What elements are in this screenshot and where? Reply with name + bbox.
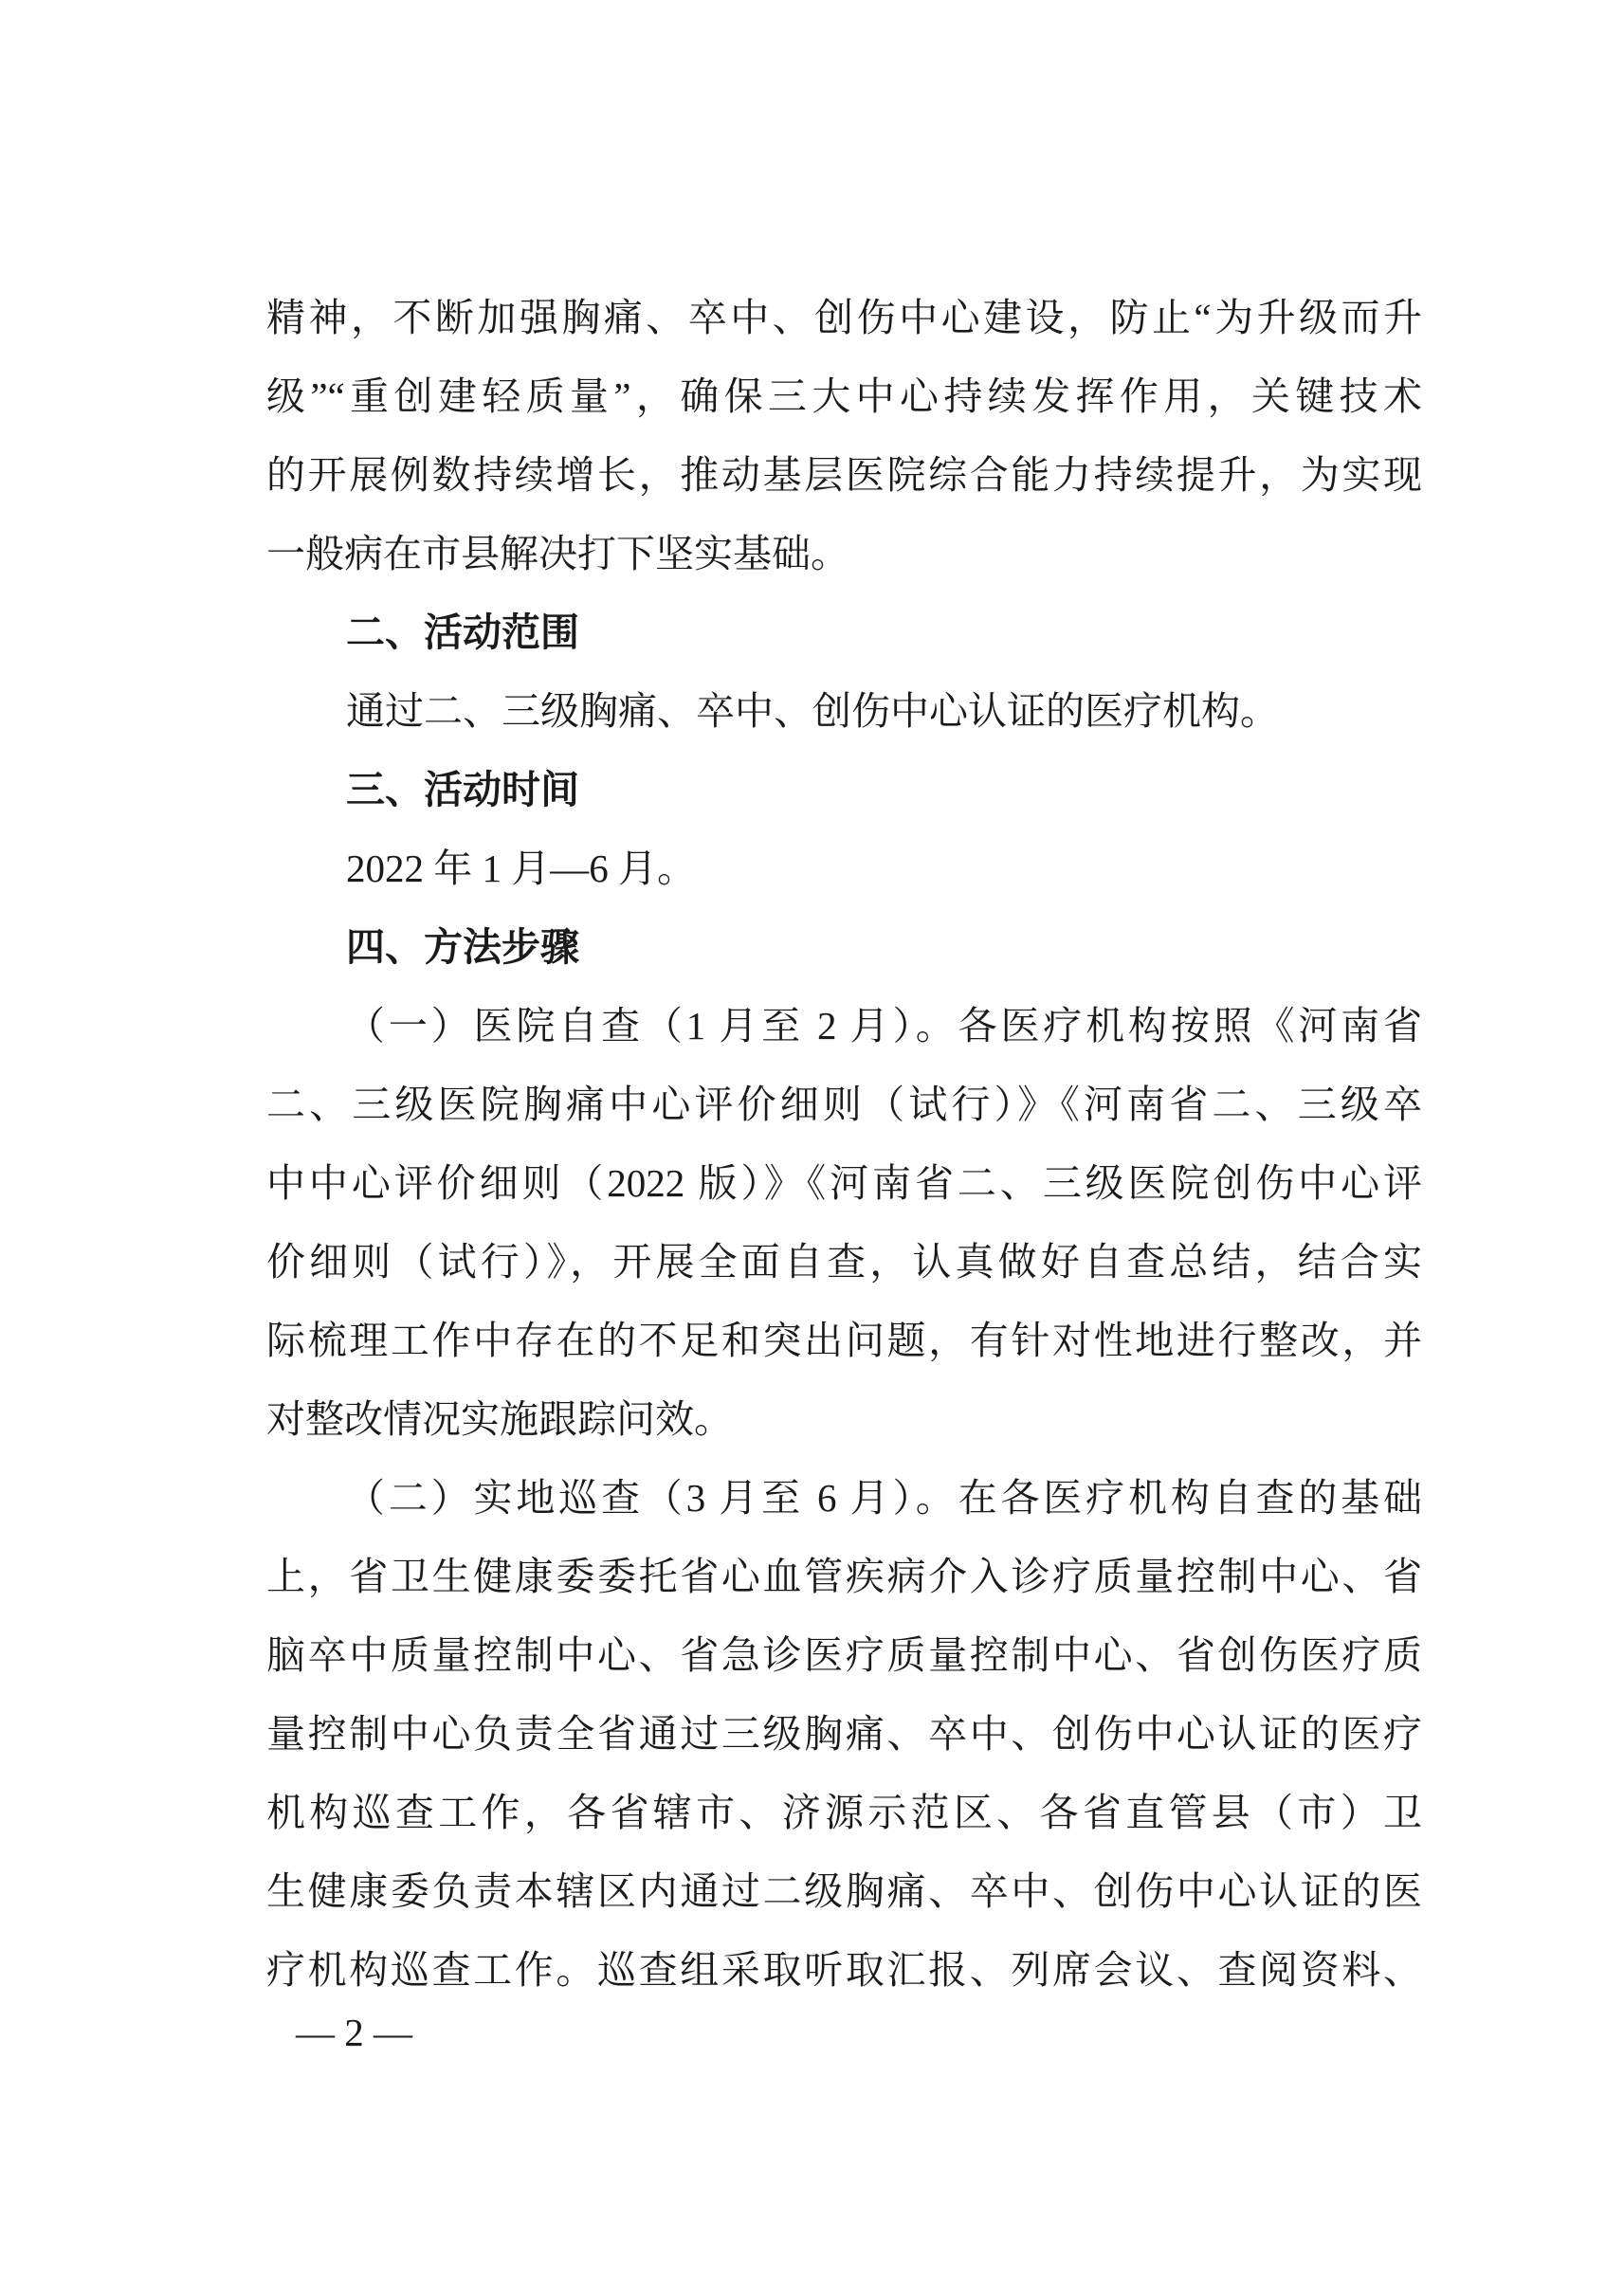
text-line: 疗机构巡查工作。巡查组采取听取汇报、列席会议、查阅资料、 bbox=[266, 1948, 1422, 1992]
text-line: 机构巡查工作，各省辖市、济源示范区、各省直管县（市）卫 bbox=[266, 1791, 1422, 1834]
text-line: 上，省卫生健康委委托省心血管疾病介入诊疗质量控制中心、省 bbox=[266, 1555, 1422, 1598]
text-line: （二）实地巡查（3 月至 6 月）。在各医疗机构自查的基础 bbox=[346, 1476, 1422, 1520]
text-line: 精神，不断加强胸痛、卒中、创伤中心建设，防止“为升级而升 bbox=[266, 296, 1422, 339]
text-line: 级”“重创建轻质量”，确保三大中心持续发挥作用，关键技术 bbox=[266, 374, 1422, 418]
text-line: 脑卒中质量控制中心、省急诊医疗质量控制中心、省创伤医疗质 bbox=[266, 1633, 1422, 1677]
section-heading: 四、方法步骤 bbox=[346, 924, 579, 970]
text-line: 2022 年 1 月—6 月。 bbox=[346, 847, 696, 890]
text-line: 二、三级医院胸痛中心评价细则（试行）》《河南省二、三级卒 bbox=[266, 1083, 1422, 1126]
text-line: 量控制中心负责全省通过三级胸痛、卒中、创伤中心认证的医疗 bbox=[266, 1712, 1422, 1756]
text-line: 价细则（试行）》，开展全面自查，认真做好自查总结，结合实 bbox=[266, 1240, 1422, 1284]
text-line: 中中心评价细则（2022 版）》《河南省二、三级医院创伤中心评 bbox=[266, 1161, 1422, 1205]
subsection-self-check bbox=[266, 987, 1422, 1459]
section-heading: 三、活动时间 bbox=[346, 767, 579, 812]
section-steps bbox=[266, 908, 1422, 2010]
section-time bbox=[266, 751, 1422, 908]
page-number: — 2 — bbox=[296, 2011, 412, 2054]
text-line: （一）医院自查（1 月至 2 月）。各医疗机构按照《河南省 bbox=[346, 1004, 1422, 1047]
text-line: 生健康委负责本辖区内通过二级胸痛、卒中、创伤中心认证的医 bbox=[266, 1869, 1422, 1913]
text-line: 际梳理工作中存在的不足和突出问题，有针对性地进行整改，并 bbox=[266, 1319, 1422, 1362]
section-scope bbox=[266, 593, 1422, 751]
text-line: 对整改情况实施跟踪问效。 bbox=[266, 1397, 733, 1441]
subsection-onsite-inspection bbox=[266, 1459, 1422, 2010]
section-heading: 二、活动范围 bbox=[346, 610, 579, 655]
text-line: 通过二、三级胸痛、卒中、创伤中心认证的医疗机构。 bbox=[346, 689, 1279, 733]
document-body bbox=[266, 279, 1422, 2010]
text-line: 一般病在市县解决打下坚实基础。 bbox=[266, 532, 849, 575]
text-line: 的开展例数持续增长，推动基层医院综合能力持续提升，为实现 bbox=[266, 453, 1422, 497]
intro-paragraph bbox=[266, 279, 1422, 593]
